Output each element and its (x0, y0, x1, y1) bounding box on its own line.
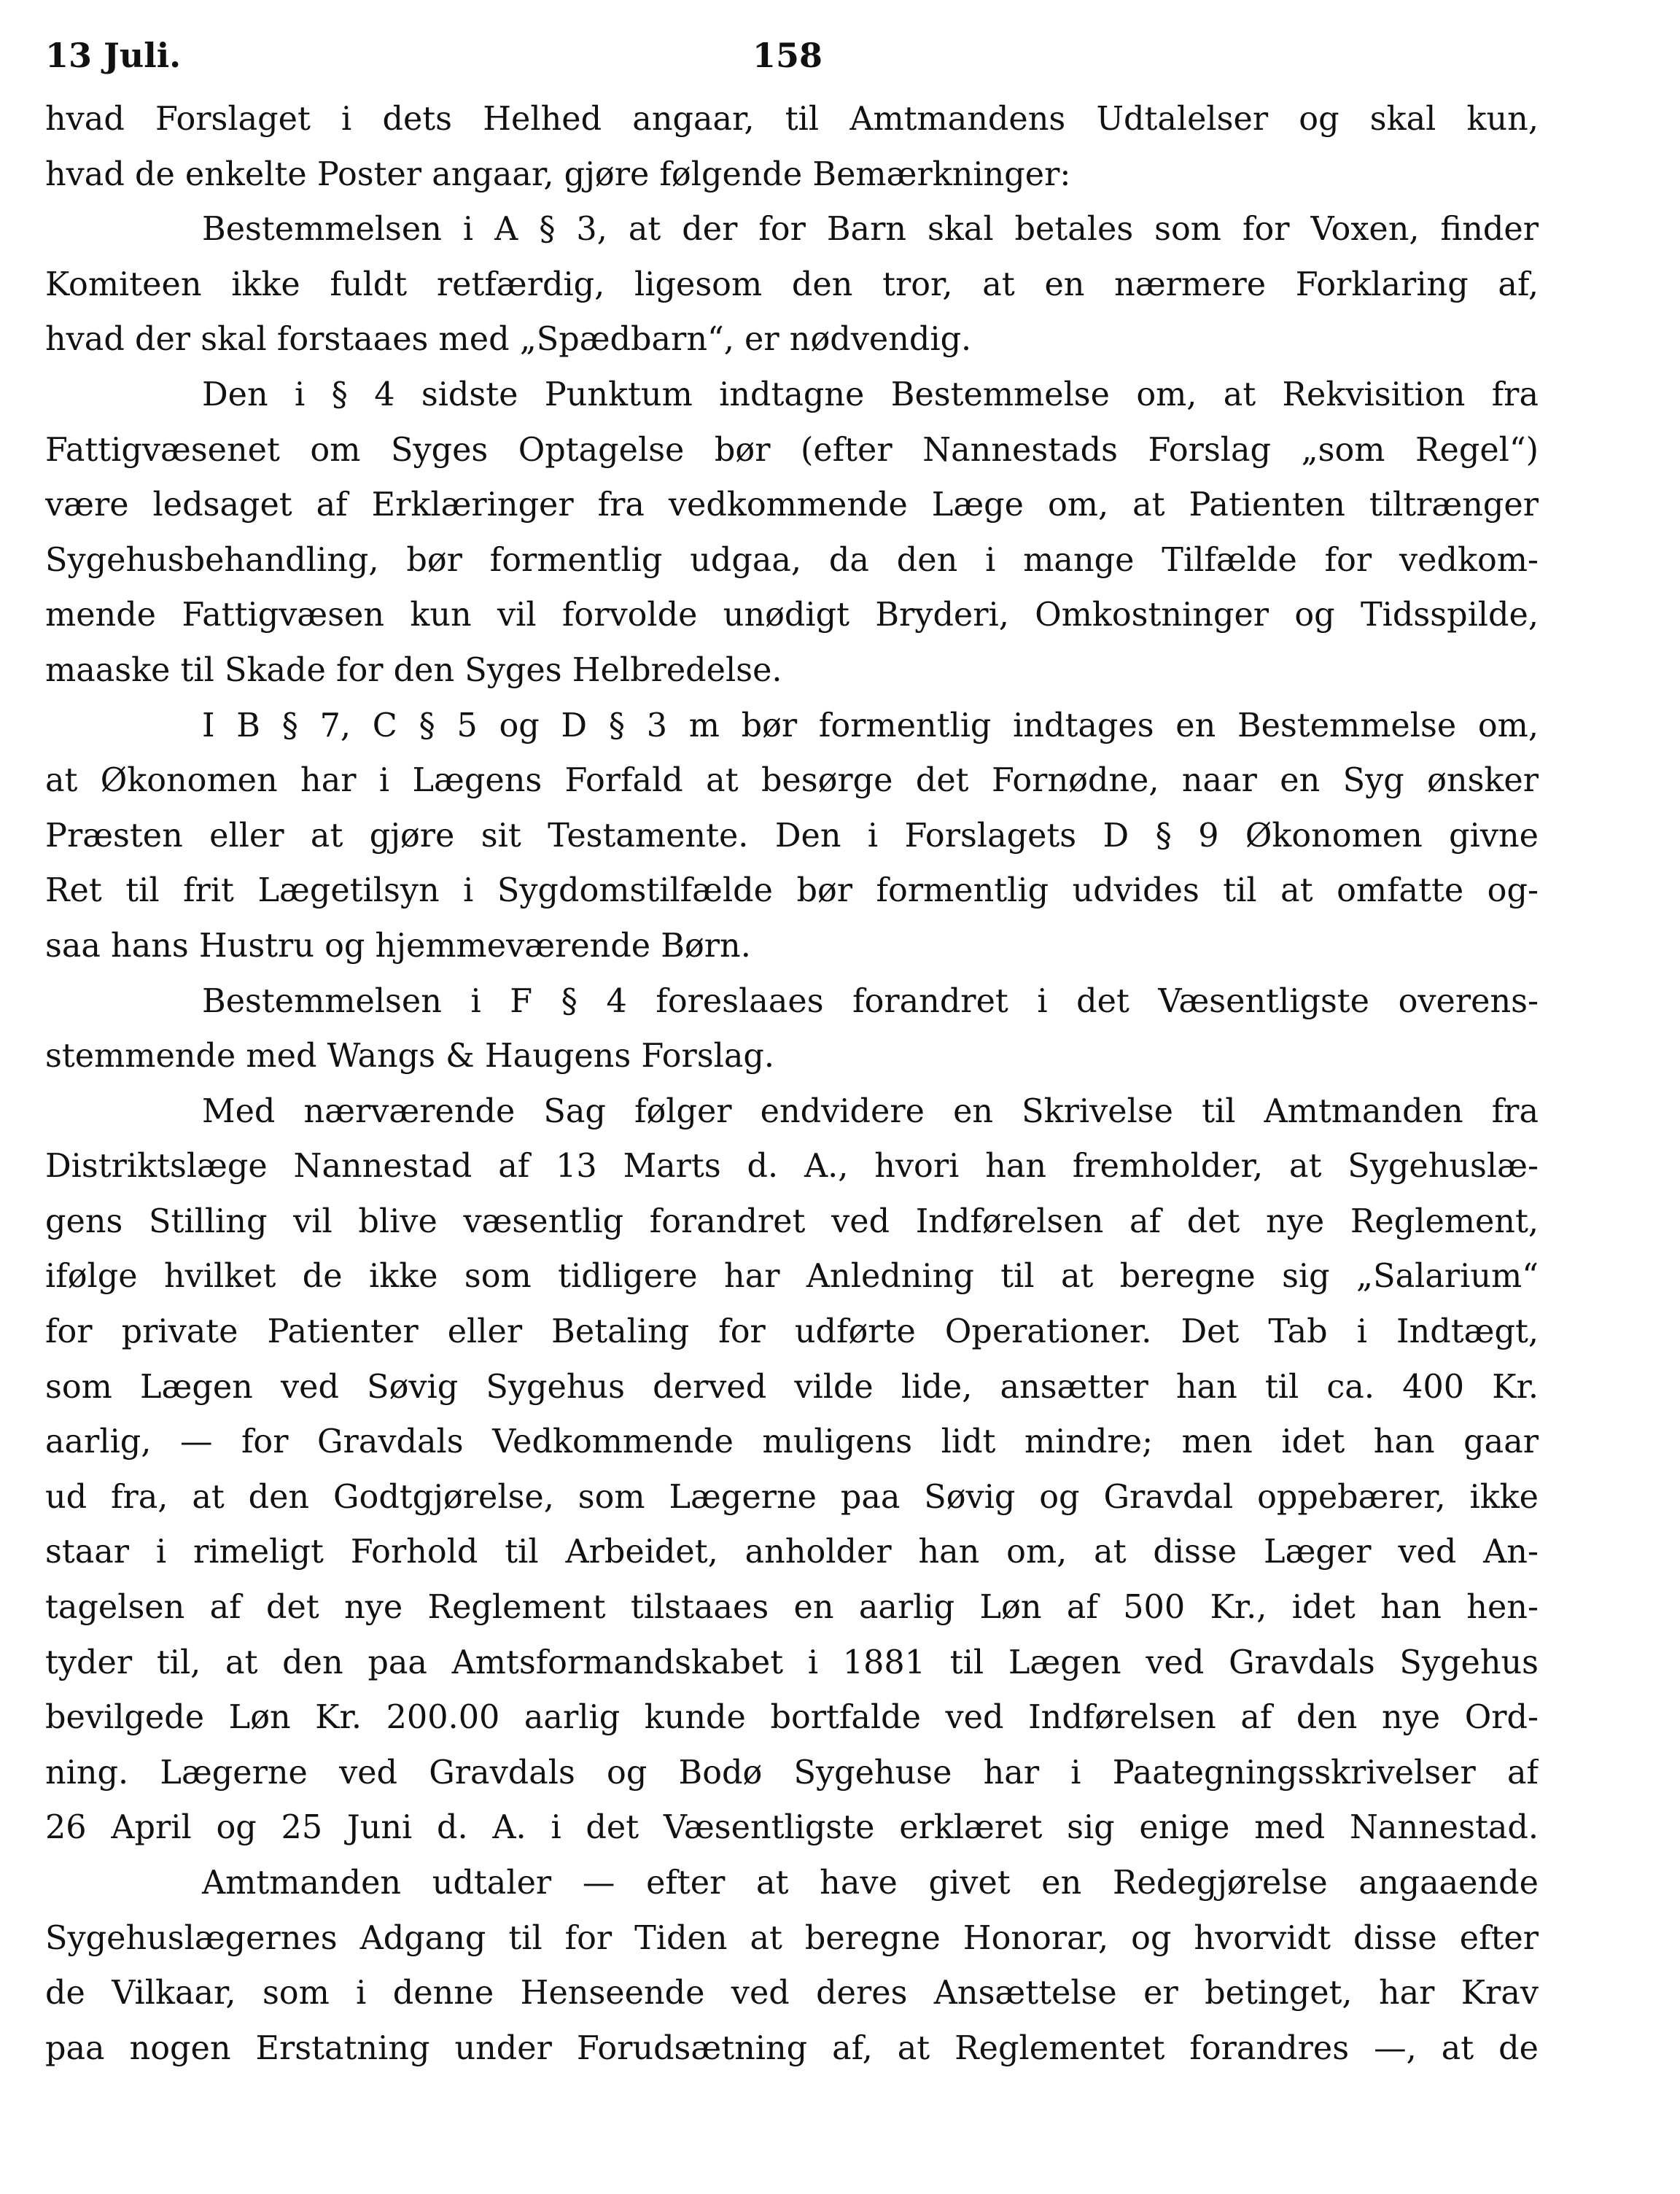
text-line: 26 April og 25 Juni d. A. i det Væsentligste erklæret sig enige med Nannestad. (45, 1809, 1539, 1847)
text-line: Distriktslæge Nannestad af 13 Marts d. A., hvori han fremholder, at Sygehuslæ- (45, 1148, 1539, 1186)
text-line: ning. Lægerne ved Gravdals og Bodø Sygehuse har i Paategningsskrivelser af (45, 1754, 1539, 1792)
text-line: hvad de enkelte Poster angaar, gjøre følgende Bemærkninger: (45, 155, 1071, 193)
text-line: for private Patienter eller Betaling for udførte Operationer. Det Tab i Indtægt, (45, 1313, 1539, 1351)
text-line: maaske til Skade for den Syges Helbredelse. (45, 651, 782, 689)
text-line: Komiteen ikke fuldt retfærdig, ligesom den tror, at en nærmere Forklaring af, (45, 265, 1539, 303)
text-line: hvad Forslaget i dets Helhed angaar, til Amtmandens Udtalelser og skal kun, (45, 101, 1539, 138)
text-line: Den i § 4 sidste Punktum indtagne Bestemmelse om, at Rekvisition fra (202, 376, 1539, 413)
text-line: Præsten eller at gjøre sit Testamente. Den i Forslagets D § 9 Økonomen givne (45, 817, 1539, 855)
text-line: aarlig, — for Gravdals Vedkommende muligens lidt mindre; men idet han gaar (45, 1423, 1539, 1461)
text-line: Bestemmelsen i F § 4 foreslaaes forandret i det Væsentligste overens- (202, 982, 1539, 1020)
text-line: de Vilkaar, som i denne Henseende ved deres Ansættelse er betinget, har Krav (45, 1975, 1539, 2012)
text-line: stemmende med Wangs & Haugens Forslag. (45, 1038, 775, 1075)
page-header (45, 32, 1539, 79)
text-line: Amtmanden udtaler — efter at have givet en Redegjørelse angaaende (202, 1864, 1539, 1902)
text-line: bevilgede Løn Kr. 200.00 aarlig kunde bortfalde ved Indførelsen af den nye Ord- (45, 1699, 1539, 1737)
text-line: Bestemmelsen i A § 3, at der for Barn skal betales som for Voxen, finder (202, 211, 1539, 249)
text-line: ud fra, at den Godtgjørelse, som Lægerne paa Søvig og Gravdal oppebærer, ikke (45, 1478, 1539, 1516)
text-line: mende Fattigvæsen kun vil forvolde unødigt Bryderi, Omkostninger og Tidsspilde, (45, 596, 1539, 634)
text-line: gens Stilling vil blive væsentlig forandret ved Indførelsen af det nye Reglement, (45, 1202, 1539, 1240)
text-line: Fattigvæsenet om Syges Optagelse bør (efter Nannestads Forslag „som Regel“) (45, 431, 1539, 469)
header-date: 13 Juli. (45, 36, 182, 75)
text-line: at Økonomen har i Lægens Forfald at besørge det Fornødne, naar en Syg ønsker (45, 762, 1539, 800)
text-line: paa nogen Erstatning under Forudsætning af, at Reglementet forandres —, at de (45, 2029, 1539, 2067)
document-page (45, 32, 1539, 2076)
text-line: saa hans Hustru og hjemmeværende Børn. (45, 927, 751, 965)
text-line: tyder til, at den paa Amtsformandskabet i 1881 til Lægen ved Gravdals Sygehus (45, 1643, 1539, 1681)
text-line: Sygehuslægernes Adgang til for Tiden at beregne Honorar, og hvorvidt disse efter (45, 1919, 1539, 1957)
text-line: hvad der skal forstaaes med „Spædbarn“, er nødvendig. (45, 321, 972, 359)
text-line: tagelsen af det nye Reglement tilstaaes en aarlig Løn af 500 Kr., idet han hen- (45, 1589, 1539, 1627)
page-number: 158 (752, 36, 823, 75)
text-line: ifølge hvilket de ikke som tidligere har Anledning til at beregne sig „Salarium“ (45, 1258, 1539, 1296)
body-text (45, 92, 1539, 2076)
text-line: I B § 7, C § 5 og D § 3 m bør formentlig indtages en Bestemmelse om, (202, 707, 1539, 744)
text-line: som Lægen ved Søvig Sygehus derved vilde lide, ansætter han til ca. 400 Kr. (45, 1368, 1539, 1406)
text-line: Sygehusbehandling, bør formentlig udgaa, da den i mange Tilfælde for vedkom- (45, 541, 1539, 579)
text-line: være ledsaget af Erklæringer fra vedkommende Læge om, at Patienten tiltrænger (45, 486, 1539, 524)
text-line: Ret til frit Lægetilsyn i Sygdomstilfælde bør formentlig udvides til at omfatte og- (45, 872, 1539, 910)
text-line: Med nærværende Sag følger endvidere en Skrivelse til Amtmanden fra (202, 1092, 1539, 1130)
text-line: staar i rimeligt Forhold til Arbeidet, anholder han om, at disse Læger ved An- (45, 1533, 1539, 1571)
